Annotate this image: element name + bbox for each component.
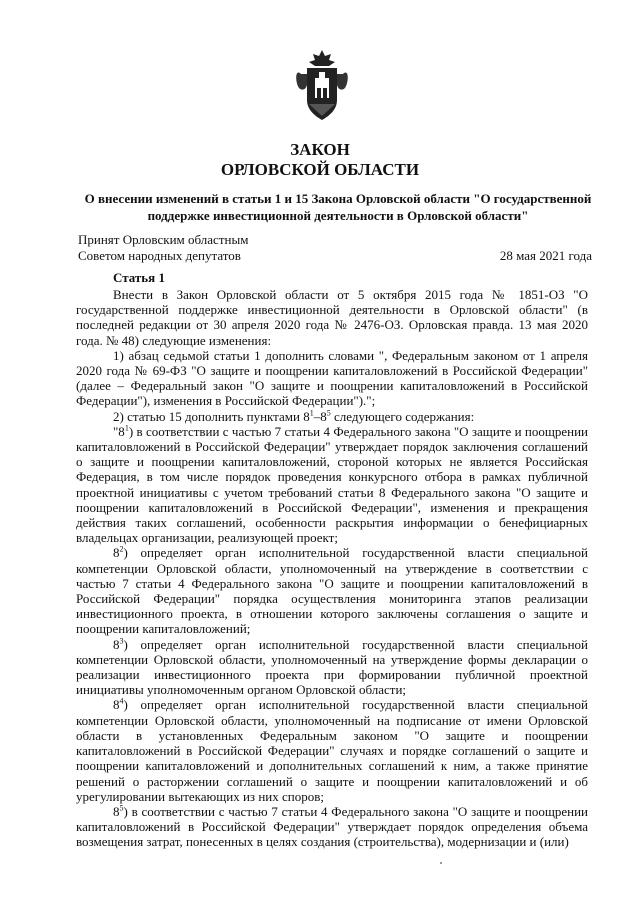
point-8-2-text: ) определяет орган исполнительной государственной власти специальной компетенции Орловской области, уполномоченный на утверждение в соответствии с частью 7 статьи 4 Федерального закона "О защите и поощрении капиталовложений в Российской Федерации" порядка осуществления мониторинга этапов реализации инвестиционного проекта, в отношении которого заключены соглашения о защите и поощрении капиталовложений; [76, 545, 588, 637]
item2-sup-2: 5 [326, 408, 331, 418]
point-8-5-num: 8 [113, 803, 120, 819]
point-8-4-sup: 4 [119, 697, 124, 707]
law-title: ЗАКОН [290, 140, 350, 159]
article-body [76, 287, 588, 850]
amendment-item-2 [76, 409, 588, 424]
point-8-1-sup: 1 [124, 423, 129, 433]
point-8-1-num: "8 [113, 423, 125, 439]
adoption-line-2: Советом народных депутатов [78, 248, 241, 263]
point-8-3-sup: 3 [119, 636, 124, 646]
amendment-item-1: 1) абзац седьмой статьи 1 дополнить словами ", Федеральным законом от 1 апреля 2020 года № 69-ФЗ "О защите и поощрении капиталовложений в Российской Федерации" (далее – Федеральный закон "О защите и поощрении капиталовложений в Российской Федерации"), изменения в Российской Федерации")."; [76, 347, 588, 409]
article-intro: Внести в Закон Орловской области от 5 октября 2015 года № 1851-ОЗ "О государственной поддержке инвестиционной деятельности в Орловской области" (в последней редакции от 30 апреля 2020 года № 2476-ОЗ. Орловская правда. 13 мая 2020 года. № 48) следующие изменения: [76, 287, 588, 348]
adoption-line-1: Принят Орловским областным [78, 232, 249, 247]
point-8-1-text: ) в соответствии с частью 7 статьи 4 Федерального закона "О защите и поощрении капиталовложений в Российской Федерации" утверждает порядок заключения соглашений о защите и поощрении капиталовложений, стороной которых не является Российская Федерация, в том числе порядок проведения конкурсного отбора в рамках публичной проектной инициативы с учетом требований статьи 8 Федерального закона "О защите и поощрении капиталовложений в Российской Федерации", изменения и прекращения действия таких соглашений, особенности раскрытия информации о бенефициарных владельцах организации, реализующей проект; [76, 423, 588, 546]
point-8-2-sup: 2 [119, 545, 124, 555]
law-region-title: ОРЛОВСКОЙ ОБЛАСТИ [220, 160, 420, 179]
scan-speck [440, 862, 442, 864]
point-8-4-num: 8 [113, 697, 120, 713]
point-8-5-sup: 5 [119, 803, 124, 813]
point-8-4 [76, 697, 588, 803]
item2-text-c: следующего содержания: [330, 408, 475, 424]
point-8-2 [76, 545, 588, 636]
adoption-date: 28 мая 2021 года [499, 248, 592, 263]
point-8-3-num: 8 [113, 636, 120, 652]
adoption-info [78, 232, 248, 264]
point-8-2-num: 8 [113, 545, 120, 561]
coat-of-arms-emblem [293, 48, 351, 124]
point-8-3-text: ) определяет орган исполнительной государственной власти специальной компетенции Орловской области, уполномоченный на утверждение формы декларации о реализации инвестиционного проекта при формировании публичной проектной инициативы уполномоченным органом Орловской области; [76, 636, 588, 698]
item2-sup-1: 1 [309, 408, 314, 418]
item2-text-b: –8 [313, 408, 327, 424]
point-8-5 [76, 804, 588, 850]
article-heading: Статья 1 [113, 270, 165, 285]
point-8-3 [76, 637, 588, 698]
item2-text-a: 2) статью 15 дополнить пунктами 8 [113, 408, 310, 424]
point-8-4-text: ) определяет орган исполнительной государственной власти специальной компетенции Орловской области, уполномоченный на подписание от имени Орловской области в установленных Федеральным законом "О защите и поощрении капиталовложений в Российской Федерации" случаях и порядке соглашений о защите и поощрении капиталовложений и дополнительных соглашений к ним, а также принятие решений о расторжении соглашений о защите и поощрении капиталовложений и об урегулировании вытекающих из них споров; [76, 697, 588, 804]
point-8-1 [76, 424, 588, 546]
point-8-5-text: ) в соответствии с частью 7 статьи 4 Федерального закона "О защите и поощрении капиталовложений в Российской Федерации" утверждает порядок определения объема возмещения затрат, понесенных в целях создания (строительства), модернизации и (или) [76, 803, 588, 850]
law-subject: О внесении изменений в статьи 1 и 15 Закона Орловской области "О государственной поддержке инвестиционной деятельности в Орловской области" [84, 191, 592, 223]
